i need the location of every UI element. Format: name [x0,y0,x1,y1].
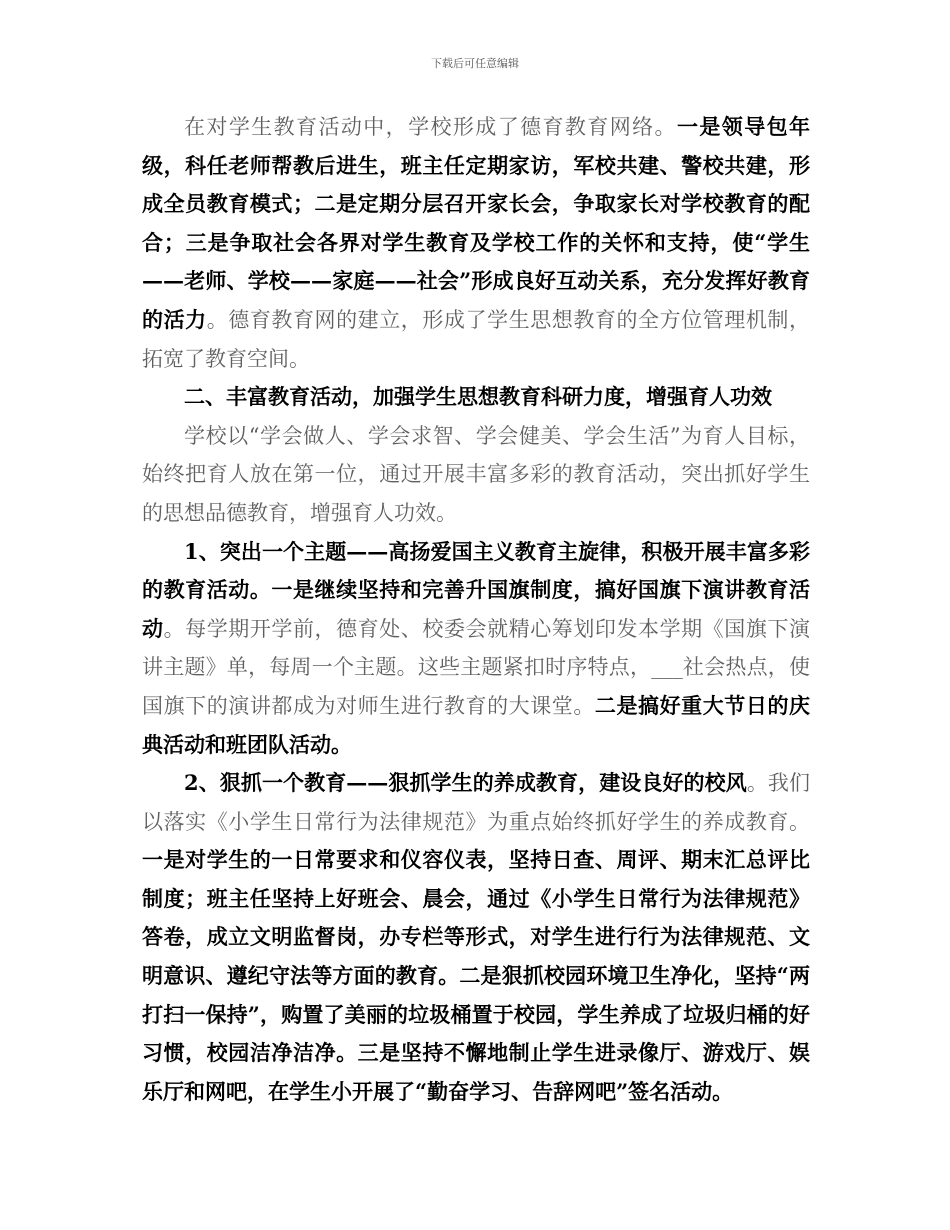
document-body [142,108,810,1111]
text-run-bold: 1、突出一个主题——高扬爱国主义教育主旋律，积极开展丰富多彩的教育活动。一是继续坚持和完善升国旗制度，搞好国旗下演讲教育活动 [142,538,810,641]
text-run: 在对学生教育活动中，学校形成了德育教育网络。 [184,115,677,139]
text-run: 。每学期开学前，德育处、校委会就精心筹划印发本学期《国旗下演讲主题》单，每周一个主题。这些主题紧扣时序特点，___社会热点，使国旗下的演讲都成为对师生进行教育的大课堂。 [142,616,811,718]
section-heading-text: 二、丰富教育活动，加强学生思想教育科研力度，增强育人功效 [184,384,772,410]
paragraph-habits [142,764,810,1111]
text-run: 学校以“学会做人、学会求智、学会健美、学会生活”为育人目标，始终把育人放在第一位，通过开展丰富多彩的教育活动，突出抓好学生的思想品德教育，增强育人功效。 [142,423,810,525]
text-run-bold: 。三是坚持不懈地制止学生进录像厅、游戏厅、娱乐厅和网吧，在学生小开展了“勤奋学习、告辞网吧”签名活动。 [142,1040,811,1104]
paragraph-goals [142,417,810,533]
text-run-bold: 一是对学生的一日常要求和仪容仪表，坚持日查、周评、期末汇总评比制度；班主任坚持上好班会、晨会，通过《小学生日常行为法律规范》答卷，成立文明监督岗，办专栏等形式，对学生进行行为法律规范、文明意识、遵纪守法等方面的教育 [142,847,810,989]
text-run-bold: 二是搞好重大节日的庆典活动和班团队活动。 [142,692,811,757]
page-header: 下载后可任意编辑 [431,57,519,70]
text-run-bold: 2、狠抓一个教育——狠抓学生的养成教育，建设良好的校风 [184,770,747,796]
text-run-bold: 。二是狠抓校园环境卫生净化，坚持“两打扫一保持”，购置了美丽的垃圾桶置于校园，学生养成了垃圾归桶的好习惯，校园洁净洁净 [142,963,811,1066]
text-run-bold: 一是领导包年级，科任老师帮教后进生，班主任定期家访，军校共建、警校共建，形成全员教育模式；二是定期分层召开家长会，争取家长对学校教育的配合；三是争取社会各界对学生教育及学校工作的关怀和支持，使“学生——老师、学校——家庭——社会”形成良好互动关系，充分发挥好教育的活力 [142,114,811,332]
section-heading-2 [142,378,810,417]
paragraph-theme [142,533,810,765]
text-run: 。德育教育网的建立，形成了学生思想教育的全方位管理机制，拓宽了教育空间。 [142,307,811,371]
paragraph-network [142,108,810,378]
text-run: 。我们以落实《小学生日常行为法律规范》为重点始终抓好学生的养成教育。 [142,771,810,834]
